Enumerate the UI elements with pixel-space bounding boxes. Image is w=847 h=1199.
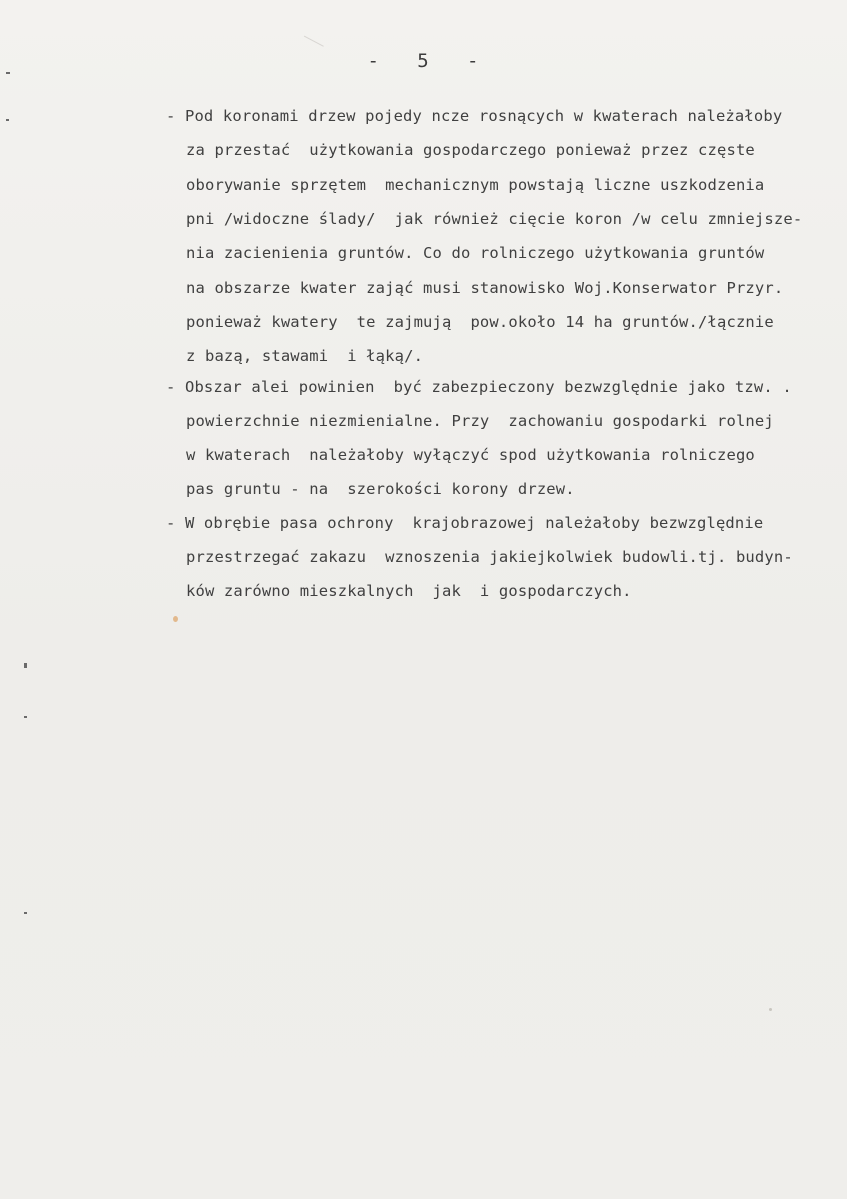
margin-mark: [6, 119, 9, 121]
margin-mark: [24, 663, 27, 668]
margin-mark: [6, 72, 10, 74]
paper-stain: [173, 616, 178, 622]
text-line: ponieważ kwatery te zajmują pow.około 14 ha gruntów./łącznie: [186, 313, 774, 331]
text-line: pas gruntu - na szerokości korony drzew.: [186, 480, 575, 498]
text-line: ków zarówno mieszkalnych jak i gospodarczych.: [186, 582, 632, 600]
text-line: - Pod koronami drzew pojedy ncze rosnących w kwaterach należałoby: [166, 107, 783, 125]
text-line: przestrzegać zakazu wznoszenia jakiejkolwiek budowli.tj. budyn-: [186, 548, 793, 566]
margin-mark: [24, 716, 27, 718]
text-line: oborywanie sprzętem mechanicznym powstają liczne uszkodzenia: [186, 176, 765, 194]
text-line: za przestać użytkowania gospodarczego ponieważ przez częste: [186, 141, 755, 159]
margin-mark: [24, 912, 27, 914]
page-number: - 5 -: [367, 50, 480, 72]
paper-stain: [769, 1008, 772, 1011]
text-line: na obszarze kwater zająć musi stanowisko Woj.Konserwator Przyr.: [186, 279, 784, 297]
text-line: w kwaterach należałoby wyłączyć spod użytkowania rolniczego: [186, 446, 755, 464]
text-line: z bazą, stawami i łąką/.: [186, 347, 424, 365]
text-line: nia zacienienia gruntów. Co do rolniczego użytkowania gruntów: [186, 244, 765, 262]
text-line: - W obrębie pasa ochrony krajobrazowej należałoby bezwzględnie: [166, 514, 764, 532]
text-line: powierzchnie niezmienialne. Przy zachowaniu gospodarki rolnej: [186, 412, 774, 430]
text-line: - Obszar alei powinien być zabezpieczony bezwzględnie jako tzw. .: [166, 378, 792, 396]
text-line: pni /widoczne ślady/ jak również cięcie koron /w celu zmniejsze-: [186, 210, 803, 228]
